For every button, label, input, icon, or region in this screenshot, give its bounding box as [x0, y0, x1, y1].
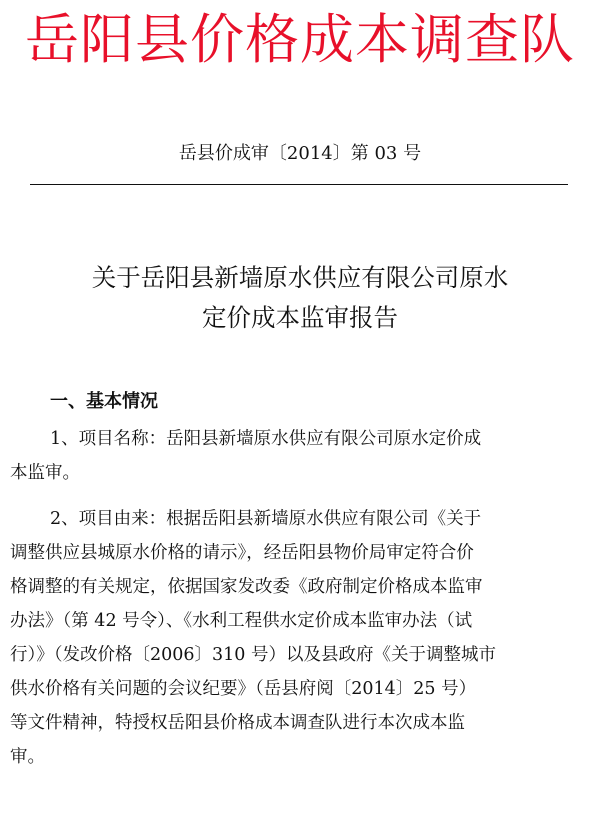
paragraph-line: 办法》（第 42 号令）、《水利工程供水定价成本监审办法（试	[10, 611, 473, 631]
paragraph-line: 格调整的有关规定，依据国家发改委《政府制定价格成本监审	[10, 577, 483, 597]
paragraph-line: 审。	[10, 747, 45, 767]
masthead-title: 岳阳县价格成本调查队	[25, 8, 575, 71]
title-line-1: 关于岳阳县新墙原水供应有限公司原水	[91, 263, 509, 292]
header-divider	[30, 184, 568, 185]
paragraph-line: 本监审。	[10, 463, 80, 483]
section-heading: 一、基本情况	[50, 391, 158, 412]
document-title	[0, 258, 600, 338]
paragraph-line: 供水价格有关问题的会议纪要》（岳县府阅〔2014〕25 号）	[10, 679, 477, 699]
paragraph-line: 2、项目由来：根据岳阳县新墙原水供应有限公司《关于	[50, 509, 482, 529]
paragraph-line: 行）》（发改价格〔2006〕310 号）以及县政府《关于调整城市	[10, 645, 496, 665]
paragraph-line: 1、项目名称：岳阳县新墙原水供应有限公司原水定价成	[50, 429, 482, 449]
paragraph-project-name	[10, 422, 580, 490]
document-number: 岳县价成审〔2014〕第 03 号	[178, 143, 422, 164]
paragraph-project-origin	[10, 502, 580, 774]
paragraph-line: 等文件精神，特授权岳阳县价格成本调查队进行本次成本监	[10, 713, 465, 733]
title-line-2: 定价成本监审报告	[202, 303, 398, 332]
paragraph-line: 调整供应县城原水价格的请示》，经岳阳县物价局审定符合价	[10, 543, 474, 563]
